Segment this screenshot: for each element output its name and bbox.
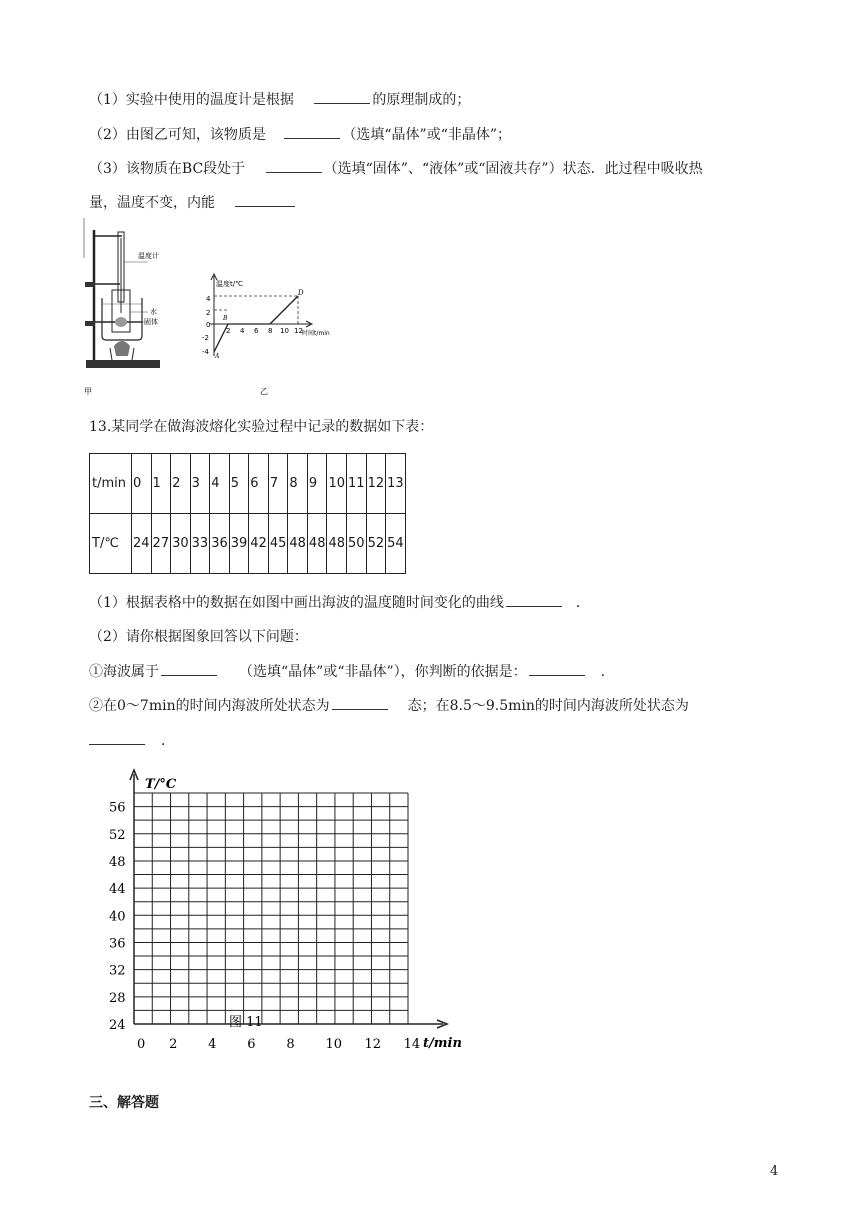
graph-yi-xlabel: 时间t/min (302, 330, 330, 337)
q13-sub5-end: ． (161, 733, 175, 749)
q12-part1 (89, 90, 470, 110)
grid-xtick: 10 (325, 1037, 343, 1052)
table-cell: 42 (249, 514, 269, 574)
caption-yi: 乙 (260, 387, 268, 396)
table-cell: 3 (190, 454, 210, 514)
table-cell: 6 (249, 454, 269, 514)
table-cell: 12 (366, 454, 386, 514)
graph-yi-xtick: 4 (240, 327, 245, 335)
grid-ytick: 32 (109, 963, 126, 979)
q12-part2-end: （选填“晶体”或“非晶体”； (342, 127, 512, 143)
answer-blank[interactable] (161, 663, 217, 676)
table-cell: 24 (132, 514, 152, 574)
q13-sub4-mid: 态；在8.5～9.5min的时间内海波所处状态为 (407, 698, 689, 714)
answer-blank[interactable] (284, 126, 340, 139)
graph-yi-xtick: 8 (268, 327, 273, 335)
answer-blank[interactable] (235, 194, 295, 207)
table-cell: 9 (307, 454, 327, 514)
table-cell: 5 (229, 454, 249, 514)
point-d-label: D (298, 289, 304, 297)
q13-sub3-mid: （选填“晶体”或“非晶体”），你判断的依据是： (239, 664, 527, 680)
graph-yi-xtick: 6 (254, 327, 259, 335)
grid-ytick: 48 (109, 854, 126, 870)
grid-ytick: 28 (109, 990, 126, 1006)
q12-part2 (89, 125, 511, 145)
grid-caption: 图 11 (229, 1015, 263, 1030)
grid-xtick: 12 (364, 1037, 382, 1052)
answer-blank[interactable] (314, 91, 370, 104)
table-cell: 2 (171, 454, 191, 514)
point-b-label: B (223, 315, 228, 322)
grid-ytick: 52 (109, 827, 126, 843)
table-cell: 33 (190, 514, 210, 574)
grid-ylabel: T/°C (145, 777, 177, 792)
q12-part1-end: 的原理制成的； (372, 92, 471, 108)
table-row (90, 454, 406, 514)
q13-sub4-text: ②在0～7min的时间内海波所处状态为 (89, 698, 330, 714)
table-row-header: T/℃ (90, 514, 132, 574)
q13-sub3-end: ． (600, 664, 615, 680)
q12-part2-text: （2）由图乙可知，该物质是 (89, 127, 266, 143)
q12-part3-end: （选填“固体”、“液体”或“固液共存”）状态．此过程中吸收热 (323, 161, 703, 177)
grid-ytick: 36 (109, 936, 126, 952)
graph-yi-ylabel: 温度t/℃ (216, 280, 243, 288)
grid-ytick: 24 (109, 1018, 126, 1033)
grid-lines (134, 793, 408, 1024)
graph-yi-ytick: -2 (202, 334, 209, 342)
table-cell: 52 (366, 514, 386, 574)
table-cell: 36 (210, 514, 230, 574)
grid-xtick: 4 (208, 1037, 217, 1052)
q13-sub3 (89, 662, 615, 682)
graph-yi-ytick: 4 (206, 295, 211, 303)
section-title: 三、解答题 (89, 1095, 159, 1111)
table-cell: 30 (171, 514, 191, 574)
q13-sub4 (89, 696, 689, 716)
grid-xtick: 2 (169, 1037, 178, 1052)
table-cell: 10 (327, 454, 347, 514)
table-cell: 39 (229, 514, 249, 574)
table-cell: 13 (386, 454, 406, 514)
solid-label: 固体 (144, 318, 158, 326)
table-row-header: t/min (90, 454, 132, 514)
graph-yi-ytick: -4 (202, 348, 209, 356)
graph-yi-xtick: 2 (226, 327, 231, 335)
table-cell: 54 (386, 514, 406, 574)
q12-part3 (89, 159, 703, 179)
q13-sub1-text: （1）根据表格中的数据在如图中画出海波的温度随时间变化的曲线 (89, 595, 504, 611)
table-cell: 7 (268, 454, 288, 514)
graph-yi-xtick: 10 (280, 327, 289, 335)
melting-data-table (89, 453, 406, 574)
grid-ytick: 44 (109, 882, 126, 898)
q13-sub3-text: ①海波属于 (89, 664, 159, 680)
answer-blank[interactable] (266, 160, 322, 173)
table-cell: 0 (132, 454, 152, 514)
table-cell: 1 (151, 454, 171, 514)
q12-part4 (89, 193, 295, 213)
q13-sub1 (89, 593, 590, 613)
table-cell: 48 (327, 514, 347, 574)
table-cell: 48 (307, 514, 327, 574)
table-cell: 11 (347, 454, 367, 514)
water-label: 水 (150, 308, 157, 316)
grid-xtick: 6 (247, 1037, 256, 1052)
grid-ytick: 56 (109, 800, 126, 816)
table-cell: 27 (151, 514, 171, 574)
grid-yticks (109, 801, 126, 1033)
table-cell: 48 (288, 514, 308, 574)
page-number: 4 (770, 1164, 779, 1179)
temperature-grid-chart (105, 766, 485, 1058)
q12-part3-text: （3）该物质在BC段处于 (89, 161, 246, 177)
grid-xlabel: t/min (423, 1036, 462, 1051)
apparatus-figure-jia (82, 218, 164, 400)
answer-blank[interactable] (506, 594, 562, 607)
graph-yi-ytick: 2 (206, 309, 211, 317)
table-cell: 4 (210, 454, 230, 514)
answer-blank[interactable] (89, 732, 145, 745)
table-cell: 8 (288, 454, 308, 514)
thermometer-label: 温度计 (138, 252, 159, 260)
grid-xtick: 8 (286, 1037, 295, 1052)
q12-part4-text: 量，温度不变，内能 (89, 195, 215, 211)
graph-yi-ytick: 0 (206, 321, 211, 329)
grid-ytick: 40 (109, 909, 126, 925)
grid-xticks (137, 1037, 420, 1052)
table-cell: 50 (347, 514, 367, 574)
grid-xtick: 0 (137, 1037, 146, 1052)
q13-sub2: （2）请你根据图象回答以下问题： (89, 629, 308, 645)
temperature-graph-yi (198, 270, 348, 400)
graph-yi-xtick: 12 (294, 327, 303, 335)
table-row (90, 514, 406, 574)
q13-intro: 13.某同学在做海波熔化实验过程中记录的数据如下表： (89, 419, 434, 435)
answer-blank[interactable] (529, 663, 585, 676)
q12-part1-text: （1）实验中使用的温度计是根据 (89, 92, 294, 108)
q13-sub1-end: ． (575, 595, 590, 611)
caption-jia: 甲 (84, 387, 92, 396)
answer-blank[interactable] (332, 697, 388, 710)
point-a-label: A (215, 353, 220, 360)
q13-sub5 (89, 731, 175, 751)
grid-xtick: 14 (403, 1037, 421, 1052)
table-cell: 45 (268, 514, 288, 574)
